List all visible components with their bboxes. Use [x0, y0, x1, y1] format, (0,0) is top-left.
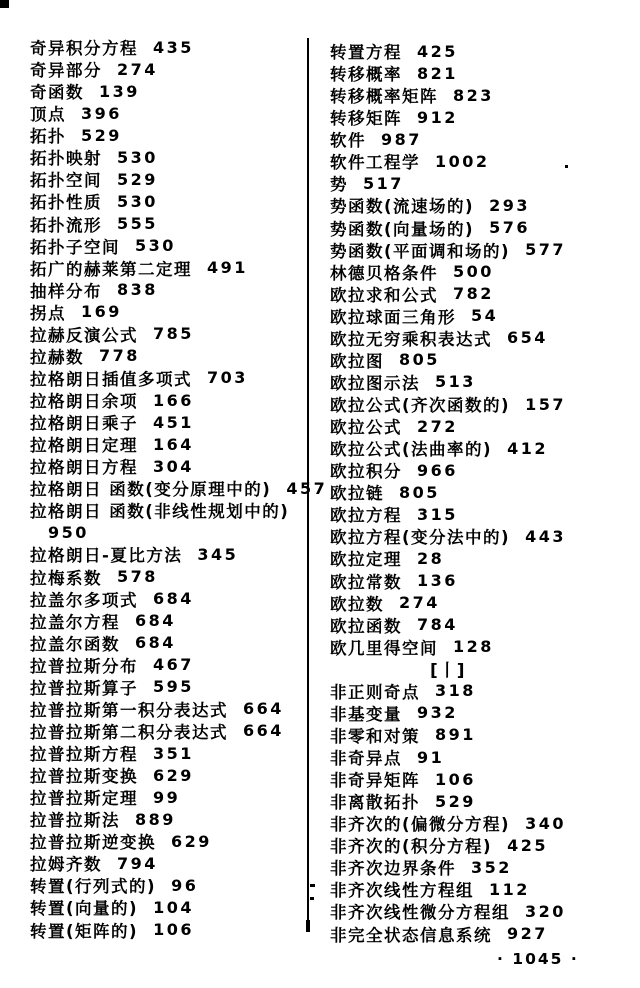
index-entry	[30, 36, 315, 58]
entry-term: 拓扑空间	[30, 171, 102, 191]
index-entry	[30, 874, 315, 896]
index-entry	[30, 676, 315, 698]
index-entry	[30, 80, 315, 102]
entry-term: 非齐次的(偏微分方程)	[330, 815, 511, 835]
index-entry	[30, 632, 315, 654]
index-entry	[30, 742, 315, 764]
entry-page: 838	[117, 280, 158, 300]
index-entry	[30, 235, 315, 257]
index-entry	[330, 614, 630, 636]
index-entry	[30, 168, 315, 190]
entry-term: 拉普拉斯方程	[30, 745, 138, 765]
index-entry	[330, 570, 630, 592]
entry-term: 非零和对策	[330, 726, 420, 746]
index-entry	[30, 808, 315, 830]
entry-term: 拉普拉斯分布	[30, 656, 138, 676]
entry-page: 530	[117, 191, 158, 211]
index-entry	[330, 481, 630, 503]
index-entry	[30, 896, 315, 918]
index-entry	[30, 830, 315, 852]
entry-term: 非离散拓扑	[330, 793, 420, 813]
entry-page: 629	[171, 831, 212, 851]
entry-term: 欧拉方程(变分法中的)	[330, 528, 511, 548]
entry-term: 势函数(向量场的)	[330, 219, 475, 239]
index-entry	[30, 124, 315, 146]
index-entry	[330, 680, 630, 702]
entry-term: 奇异积分方程	[30, 39, 138, 59]
entry-term: 拉格朗日乘子	[30, 414, 138, 434]
index-entry	[330, 900, 630, 922]
index-entry	[30, 720, 315, 742]
entry-page: 927	[507, 924, 548, 944]
entry-page: 91	[417, 747, 445, 767]
entry-term: 转移概率矩阵	[330, 87, 438, 107]
entry-term: 欧拉数	[330, 594, 384, 614]
entry-page: 352	[471, 857, 512, 877]
entry-page: 104	[153, 897, 194, 917]
index-entry	[30, 345, 315, 367]
entry-term: 拉普拉斯变换	[30, 767, 138, 787]
entry-page: 425	[507, 835, 548, 855]
index-entry	[30, 543, 315, 565]
index-entry	[30, 301, 315, 323]
index-entry	[330, 547, 630, 569]
entry-page: 467	[153, 655, 194, 675]
entry-term: 转移矩阵	[330, 109, 402, 129]
entry-term: 转移概率	[330, 65, 402, 85]
index-entry	[330, 834, 630, 856]
entry-page: 794	[117, 853, 158, 873]
index-entry	[30, 698, 315, 720]
entry-page: 684	[135, 611, 176, 631]
entry-term: 拉格朗日余项	[30, 392, 138, 412]
entry-term: 转置(行列式的)	[30, 877, 157, 897]
entry-term: 奇函数	[30, 83, 84, 103]
entry-term: 拉赫数	[30, 347, 84, 367]
index-entry	[330, 459, 630, 481]
entry-term: 拓扑	[30, 127, 66, 147]
entry-term: 拉格朗日 函数(非线性规划中的)	[30, 502, 290, 522]
index-column-left	[30, 36, 328, 941]
entry-term: 拓扑性质	[30, 193, 102, 213]
entry-page: 664	[243, 721, 284, 741]
entry-page: 529	[117, 169, 158, 189]
entry-term: 拉梅系数	[30, 568, 102, 588]
entry-page: 555	[117, 214, 158, 234]
entry-term: 欧拉常数	[330, 572, 402, 592]
index-entry-wrapped-page	[30, 521, 315, 543]
index-entry	[330, 172, 630, 194]
entry-page: 169	[81, 302, 122, 322]
entry-term: 软件	[330, 131, 366, 151]
entry-term: 拉盖尔多项式	[30, 590, 138, 610]
entry-page: 157	[525, 394, 566, 414]
entry-page: 1002	[435, 151, 490, 171]
index-entry	[30, 786, 315, 808]
entry-term: 软件工程学	[330, 153, 420, 173]
entry-term: 拓扑流形	[30, 215, 102, 235]
entry-page: 96	[171, 875, 199, 895]
entry-term: 欧拉无穷乘积表达式	[330, 329, 492, 349]
index-entry	[330, 349, 630, 371]
index-entry	[330, 393, 630, 415]
entry-page: 139	[99, 81, 140, 101]
entry-page: 425	[417, 41, 458, 61]
entry-term: 奇异部分	[30, 61, 102, 81]
entry-term: 非齐次边界条件	[330, 859, 456, 879]
entry-page: 136	[417, 571, 458, 591]
index-entry	[330, 84, 630, 106]
entry-page: 396	[81, 103, 122, 123]
entry-page: 577	[525, 240, 566, 260]
entry-term: 欧拉链	[330, 484, 384, 504]
index-entry	[30, 919, 315, 941]
entry-term: 拉普拉斯第一积分表达式	[30, 700, 228, 720]
entry-page: 576	[489, 218, 530, 238]
index-entry	[330, 636, 630, 658]
entry-page: 778	[99, 346, 140, 366]
entry-term: 拉格朗日 函数(变分原理中的)	[30, 480, 272, 500]
entry-term: 拉格朗日定理	[30, 436, 138, 456]
entry-page: 530	[117, 147, 158, 167]
entry-page: 784	[417, 615, 458, 635]
entry-page: 412	[507, 438, 548, 458]
entry-term: 非齐次线性方程组	[330, 881, 474, 901]
entry-term: 欧拉图示法	[330, 373, 420, 393]
entry-term: 林德贝格条件	[330, 263, 438, 283]
entry-term: 拉盖尔方程	[30, 612, 120, 632]
entry-page: 578	[117, 567, 158, 587]
index-entry	[30, 433, 315, 455]
entry-page: 703	[207, 368, 248, 388]
index-entry	[330, 283, 630, 305]
entry-term: 欧拉公式(齐次函数的)	[330, 396, 511, 416]
entry-term: 拉姆齐数	[30, 855, 102, 875]
entry-page: 823	[453, 85, 494, 105]
entry-page: 684	[135, 633, 176, 653]
index-entry	[330, 878, 630, 900]
entry-term: 欧几里得空间	[330, 638, 438, 658]
entry-page: 274	[117, 59, 158, 79]
entry-page: 345	[197, 544, 239, 564]
entry-page: 112	[489, 879, 530, 899]
entry-term: 拓扑子空间	[30, 237, 120, 257]
entry-page: 912	[417, 107, 458, 127]
entry-page: 99	[153, 787, 181, 807]
index-entry	[330, 746, 630, 768]
entry-page: 950	[48, 522, 89, 542]
index-entry	[30, 146, 315, 168]
index-entry	[330, 327, 630, 349]
entry-page: 451	[153, 412, 194, 432]
entry-page: 128	[453, 637, 494, 657]
index-entry	[30, 852, 315, 874]
entry-term: 欧拉球面三角形	[330, 307, 456, 327]
index-entry	[330, 217, 630, 239]
entry-page: 805	[399, 350, 440, 370]
entry-term: 顶点	[30, 105, 66, 125]
index-entry	[30, 279, 315, 301]
entry-term: 非奇异矩阵	[330, 771, 420, 791]
index-entry	[30, 411, 315, 433]
entry-page: 654	[507, 328, 548, 348]
index-entry	[330, 40, 630, 62]
entry-term: 非基变量	[330, 704, 402, 724]
index-entry	[30, 764, 315, 786]
index-entry	[30, 654, 315, 676]
entry-page: 987	[381, 129, 422, 149]
entry-term: 欧拉图	[330, 351, 384, 371]
index-entry	[330, 371, 630, 393]
entry-page: 106	[435, 769, 476, 789]
entry-page: 500	[453, 262, 494, 282]
entry-page: 54	[471, 306, 499, 326]
entry-term: 转置方程	[330, 43, 402, 63]
entry-term: 拉普拉斯定理	[30, 789, 138, 809]
entry-page: 684	[153, 589, 194, 609]
entry-term: 拓扑映射	[30, 149, 102, 169]
index-column-right	[330, 40, 630, 945]
entry-page: 443	[525, 526, 566, 546]
index-entry	[30, 610, 315, 632]
index-entry	[30, 257, 315, 279]
entry-term: 非齐次线性微分方程组	[330, 903, 510, 923]
index-entry	[330, 790, 630, 812]
entry-page: 629	[153, 765, 194, 785]
index-entry	[330, 305, 630, 327]
entry-page: 320	[525, 901, 566, 921]
entry-page: 166	[153, 390, 194, 410]
entry-term: 拉格朗日-夏比方法	[30, 546, 183, 566]
entry-page: 340	[525, 813, 566, 833]
entry-page: 966	[417, 460, 458, 480]
entry-term: 非奇异点	[330, 749, 402, 769]
index-entry	[330, 261, 630, 283]
entry-page: 782	[453, 284, 494, 304]
entry-term: 拉普拉斯逆变换	[30, 833, 156, 853]
index-entry	[330, 128, 630, 150]
entry-page: 664	[243, 699, 284, 719]
index-entry	[330, 239, 630, 261]
entry-term: 拉格朗日插值多项式	[30, 369, 192, 389]
entry-term: 欧拉函数	[330, 616, 402, 636]
entry-page: 517	[363, 173, 404, 193]
entry-term: 拉普拉斯法	[30, 811, 120, 831]
index-entry	[330, 106, 630, 128]
index-entry	[330, 525, 630, 547]
index-entry	[30, 566, 315, 588]
entry-page: 889	[135, 809, 176, 829]
index-entry	[330, 702, 630, 724]
entry-page: 891	[435, 725, 476, 745]
entry-term: 拉普拉斯第二积分表达式	[30, 722, 228, 742]
entry-term: 欧拉公式(法曲率的)	[330, 440, 493, 460]
entry-term: 非完全状态信息系统	[330, 925, 492, 945]
entry-page: 274	[399, 593, 440, 613]
index-entry	[330, 768, 630, 790]
entry-page: 164	[153, 434, 194, 454]
index-entry	[330, 150, 630, 172]
index-entry	[30, 477, 328, 500]
index-entry	[30, 213, 315, 235]
entry-page: 491	[207, 258, 248, 278]
entry-term: 拉赫反演公式	[30, 325, 138, 345]
entry-term: 非正则奇点	[330, 682, 420, 702]
entry-page: 28	[417, 548, 445, 568]
entry-term: 势函数(流速场的)	[330, 197, 475, 217]
entry-page: 318	[435, 681, 476, 701]
index-entry	[30, 499, 315, 521]
scan-artifact	[0, 0, 9, 8]
entry-page: 821	[417, 63, 458, 83]
page-number: · 1045 ·	[497, 950, 579, 968]
index-entry	[30, 58, 315, 80]
index-entry	[30, 389, 315, 411]
index-entry	[330, 437, 630, 459]
index-entry	[330, 856, 630, 878]
entry-page: 351	[153, 743, 194, 763]
entry-term: 拐点	[30, 303, 66, 323]
entry-term: 非齐次的(积分方程)	[330, 837, 493, 857]
entry-term: 势	[330, 175, 348, 195]
entry-term: 欧拉定理	[330, 550, 402, 570]
index-entry	[30, 588, 315, 610]
entry-page: 435	[153, 37, 194, 57]
entry-page: 106	[153, 920, 194, 940]
entry-page: 293	[489, 195, 530, 215]
entry-term: 拉普拉斯算子	[30, 678, 138, 698]
section-marker: [丨]	[430, 661, 466, 682]
entry-page: 529	[81, 125, 122, 145]
index-entry	[330, 503, 630, 525]
entry-page: 529	[435, 791, 476, 811]
index-entry	[330, 415, 630, 437]
index-entry	[330, 812, 630, 834]
index-entry	[330, 923, 630, 945]
entry-term: 拉盖尔函数	[30, 634, 120, 654]
entry-page: 272	[417, 416, 458, 436]
index-entry	[30, 190, 315, 212]
index-entry	[30, 102, 315, 124]
entry-term: 转置(矩阵的)	[30, 921, 139, 941]
entry-term: 转置(向量的)	[30, 899, 139, 919]
entry-page: 805	[399, 482, 440, 502]
index-entry	[30, 367, 315, 389]
index-entry	[330, 724, 630, 746]
index-entry	[30, 455, 315, 477]
entry-page: 457	[286, 478, 328, 498]
entry-term: 欧拉方程	[330, 506, 402, 526]
index-entry	[330, 592, 630, 614]
entry-term: 欧拉积分	[330, 462, 402, 482]
entry-page: 513	[435, 372, 476, 392]
entry-term: 拓广的赫莱第二定理	[30, 259, 192, 279]
entry-term: 拉格朗日方程	[30, 458, 138, 478]
entry-page: 785	[153, 324, 194, 344]
entry-term: 抽样分布	[30, 281, 102, 301]
entry-page: 595	[153, 677, 194, 697]
entry-page: 315	[417, 504, 458, 524]
entry-page: 304	[153, 456, 194, 476]
index-entry	[330, 194, 630, 216]
entry-page: 932	[417, 703, 458, 723]
entry-term: 欧拉求和公式	[330, 285, 438, 305]
index-entry	[330, 62, 630, 84]
entry-page: 530	[135, 236, 176, 256]
entry-term: 势函数(平面调和场的)	[330, 241, 511, 261]
entry-term: 欧拉公式	[330, 418, 402, 438]
index-entry	[30, 323, 315, 345]
